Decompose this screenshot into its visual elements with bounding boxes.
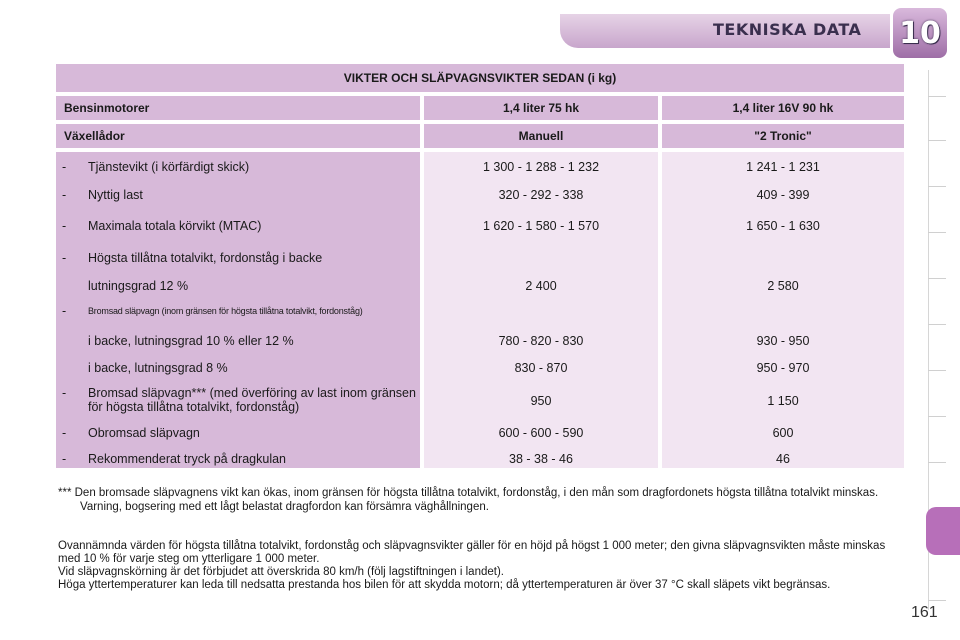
table-cell: 600 [772, 426, 794, 440]
page-number: 161 [911, 604, 938, 621]
gearbox-col-1: Manuell [424, 124, 658, 148]
tab-divider [928, 462, 946, 463]
tab-divider [928, 370, 946, 371]
tab-divider [928, 416, 946, 417]
page-title: TEKNISKA DATA [713, 20, 862, 39]
engine-header-row [56, 96, 904, 120]
tab-divider [928, 140, 946, 141]
engine-col-2: 1,4 liter 16V 90 hk [662, 96, 904, 120]
table-title: VIKTER OCH SLÄPVAGNSVIKTER SEDAN (i kg) [56, 64, 904, 92]
label-column: - Tjänstevikt (i körfärdigt skick) - Nyttig last - Maximala totala körvikt (MTAC) - Högsta tillåtna totalvikt, fordonståg i backe lutningsgrad 12 % - Bromsad släpvagn (inom gränsen för högsta tillåtna totalvikt, fordonståg) i backe, lutningsgrad 10 % eller 12 % i backe, lutningsgrad 8 % - Bromsad släpvagn*** (med överföring av last inom gränsen för högsta tillåtna totalvikt, fordonståg) - Obromsad släpvagn - Rekommenderat tryck på dragkulan [56, 152, 420, 468]
info-text: Ovannämnda värden för högsta tillåtna totalvikt, fordonståg och släpvagnsvikter gäller för en höjd på högst 1 000 meter; den givna släpvagnsvikten måste minskas med 10 % för varje steg om ytterligare 1 000 meter. [58, 540, 886, 565]
table-cell: 1 150 [767, 394, 799, 408]
table-cell: 2 400 [525, 279, 557, 293]
gearbox-label: Växellådor [56, 124, 420, 148]
chapter-number: 10 [899, 15, 941, 51]
tab-divider [928, 232, 946, 233]
table-cell: 1 620 - 1 580 - 1 570 [482, 219, 600, 233]
table-cell: 2 580 [767, 279, 799, 293]
tab-divider [928, 600, 946, 601]
gearbox-col-2: "2 Tronic" [662, 124, 904, 148]
table-body [56, 152, 904, 468]
weights-table [56, 64, 904, 468]
tab-divider [928, 278, 946, 279]
table-cell: 950 - 970 [756, 361, 810, 375]
table-cell: 780 - 820 - 830 [498, 334, 584, 348]
table-cell: 320 - 292 - 338 [498, 188, 584, 202]
info-text: Höga yttertemperaturer kan leda till nedsatta prestanda hos bilen för att skydda motorn; då yttertemperaturen är över 37 °C skall släpets vikt begränsas. [58, 579, 831, 591]
engine-label: Bensinmotorer [56, 96, 420, 120]
table-cell: 38 - 38 - 46 [509, 452, 573, 466]
tab-divider [928, 324, 946, 325]
engine-col-1: 1,4 liter 75 hk [424, 96, 658, 120]
table-cell: 600 - 600 - 590 [498, 426, 584, 440]
table-cell: 1 241 - 1 231 [746, 160, 820, 174]
table-cell: 950 [530, 394, 552, 408]
table-cell: 409 - 399 [756, 188, 810, 202]
table-cell: 1 650 - 1 630 [746, 219, 820, 233]
tab-divider [928, 186, 946, 187]
info-text: Vid släpvagnskörning är det förbjudet att överskrida 80 km/h (följ lagstiftningen i landet). [58, 566, 504, 578]
value-column-1 [424, 152, 658, 468]
footnote: *** Den bromsade släpvagnens vikt kan ökas, inom gränsen för högsta tillåtna totalvikt, fordonståg, i den mån som dragfordonets högsta tillåtna totalvikt minskas. Varning, bogsering med ett lågt belastat dragfordon kan försämra väghållningen. [58, 487, 879, 513]
active-chapter-tab[interactable] [926, 507, 960, 555]
table-cell: 830 - 870 [514, 361, 568, 375]
table-cell: 1 300 - 1 288 - 1 232 [482, 160, 600, 174]
gearbox-header-row [56, 124, 904, 148]
table-cell: 46 [776, 452, 790, 466]
tab-divider [928, 96, 946, 97]
info-paragraph [58, 540, 908, 592]
chapter-badge [893, 8, 947, 58]
value-column-2 [662, 152, 904, 468]
table-cell: 930 - 950 [756, 334, 810, 348]
